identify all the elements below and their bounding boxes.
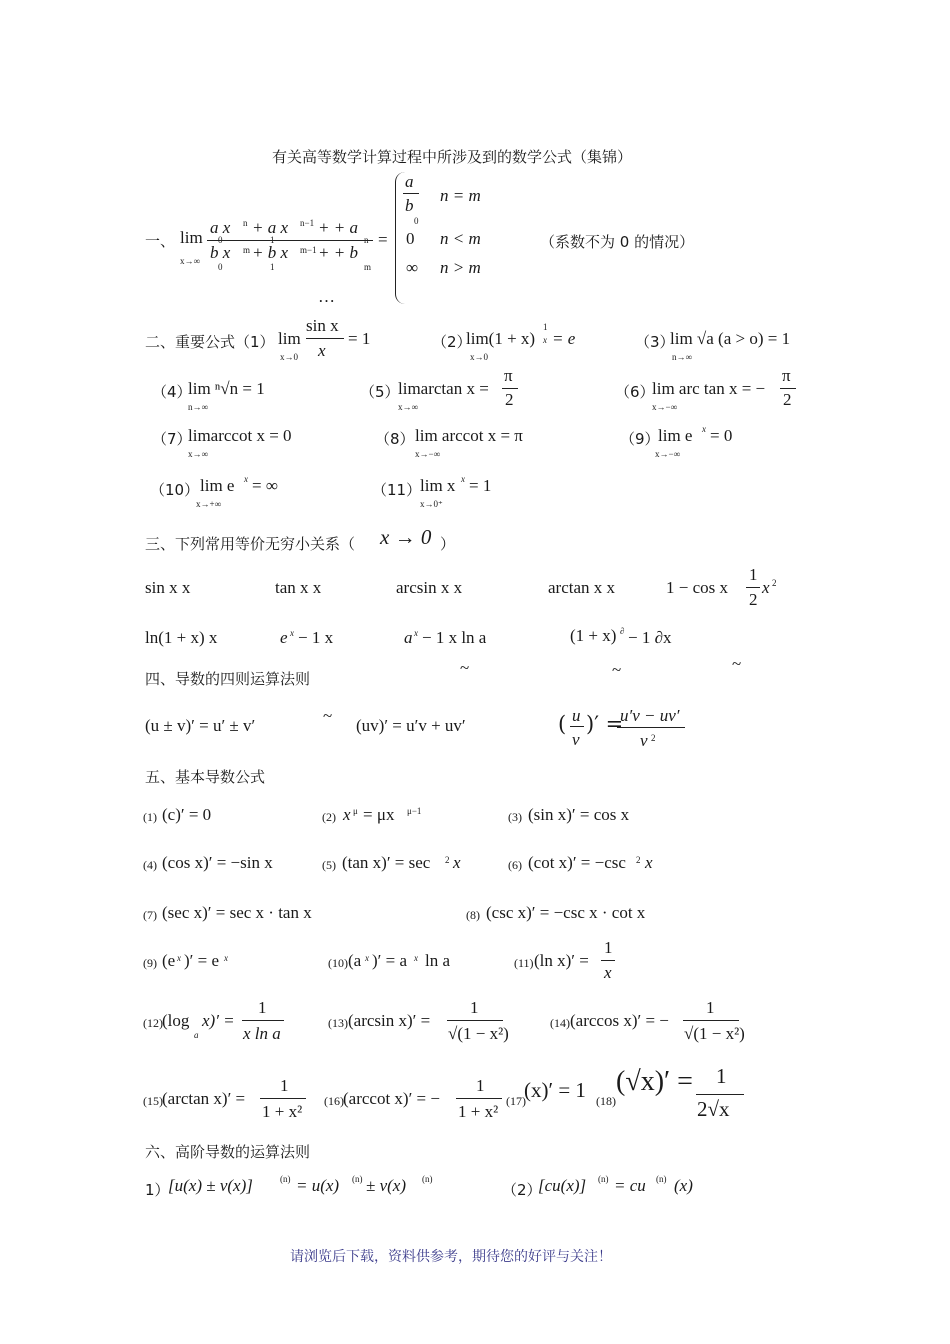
- s3-e8-rest: − 1 x ln a: [422, 628, 487, 647]
- s3-tilde-2: ~: [612, 660, 622, 679]
- s5-d16-den: 1 + x²: [458, 1102, 499, 1121]
- section4-heading: 四、导数的四则运算法则: [145, 670, 311, 688]
- s3-cond: x → 0: [380, 525, 432, 549]
- s5-d5-sup: 2: [445, 855, 450, 865]
- s5-d12-bar: [242, 1020, 284, 1021]
- s2-f2-sup: 1: [543, 322, 548, 332]
- s3-e5-sup: 2: [772, 578, 777, 588]
- s1-num-sub0: 0: [218, 235, 223, 245]
- footer-note: 请浏览后下载，资料供参考，期待您的好评与关注！: [290, 1249, 612, 1265]
- s5-d15: (arctan x)′ =: [162, 1089, 246, 1108]
- s5-d10-sup2: x: [414, 953, 418, 963]
- s2-f5-bar: [502, 388, 518, 389]
- s2-f4-label: （4）: [152, 383, 192, 401]
- s2-f2-supx: x: [543, 335, 547, 345]
- s1-fraction-bar: [207, 240, 373, 241]
- s2-f3-sub: n→∞: [672, 352, 692, 362]
- s2-f11: lim x: [420, 476, 456, 495]
- s2-f7-label: （7）: [152, 430, 192, 448]
- s5-label-17: (17): [506, 1094, 526, 1108]
- s5-d15-bar: [260, 1098, 306, 1099]
- section6-heading: 六、高阶导数的运算法则: [145, 1143, 311, 1161]
- s5-d18-bar: [696, 1094, 744, 1095]
- s5-d2-sup: μ: [353, 806, 358, 816]
- s5-label-6: (6): [508, 858, 522, 872]
- s2-f8-label: （8）: [375, 430, 415, 448]
- s1-den-sup-m1: m−1: [300, 245, 317, 255]
- s5-label-9: (9): [143, 956, 157, 970]
- s1-case1-b: b: [405, 196, 414, 215]
- s2-f10-label: （10）: [150, 481, 200, 499]
- s5-label-12: (12): [143, 1016, 163, 1030]
- s2-f11-sub: x→0⁺: [420, 499, 443, 509]
- s2-f8: lim arccot x = π: [415, 426, 523, 445]
- s5-label-1: (1): [143, 810, 157, 824]
- s3-e7-rest: − 1 x: [298, 628, 334, 647]
- s6-r1-sup3: (n): [422, 1174, 433, 1184]
- s5-d9-sup2: x: [224, 953, 228, 963]
- s4-r3-lhs-bar: [570, 726, 584, 727]
- s2-f1-lim: lim: [278, 329, 301, 348]
- s5-d5-rest: x: [453, 853, 461, 872]
- s2-f6: lim arc tan x = −: [652, 379, 766, 398]
- s2-f9-label: （9）: [620, 430, 660, 448]
- s6-r1: [u(x) ± v(x)]: [168, 1176, 253, 1195]
- s5-d10-sup: x: [365, 953, 369, 963]
- s1-case1-a: a: [405, 172, 414, 191]
- s2-f10: lim e: [200, 476, 235, 495]
- s2-f1-bar: [306, 338, 344, 339]
- s3-equiv-exp: e: [280, 628, 288, 647]
- s3-tilde-1: ~: [460, 658, 470, 677]
- s5-d1: (c)′ = 0: [162, 805, 212, 824]
- s2-f10-rhs: = ∞: [252, 476, 278, 495]
- s5-d11-bar: [601, 960, 615, 961]
- s2-f1-num: sin x: [306, 316, 339, 335]
- s5-d9-sup: x: [177, 953, 181, 963]
- s3-e5-den: 2: [749, 590, 758, 609]
- s1-lim: lim: [180, 228, 203, 247]
- s5-label-18: (18): [596, 1094, 616, 1108]
- page-title: 有关高等数学计算过程中所涉及到的数学公式（集锦）: [272, 148, 633, 166]
- s5-d3: (sin x)′ = cos x: [528, 805, 630, 824]
- s6-r1-label: 1）: [145, 1181, 170, 1199]
- s4-r3-den: v: [640, 731, 648, 750]
- s3-e5-rhs: x: [762, 578, 770, 597]
- s5-d10-tail: ln a: [425, 951, 451, 970]
- s2-f10-sub: x→+∞: [196, 499, 221, 509]
- s2-f7: limarccot x = 0: [188, 426, 292, 445]
- s3-e9-sup: ∂: [620, 626, 625, 636]
- s1-note: （系数不为 0 的情况）: [540, 233, 695, 251]
- s1-den-term0: b x: [210, 243, 231, 262]
- s3-e5-num: 1: [749, 565, 758, 584]
- s2-f10-sup: x: [244, 474, 248, 484]
- s5-d18-den: 2√x: [697, 1097, 730, 1121]
- s2-f6-label: （6）: [615, 383, 655, 401]
- s2-f5: limarctan x =: [398, 379, 489, 398]
- s2-f9: lim e: [658, 426, 693, 445]
- s5-d6: (cot x)′ = −csc: [528, 853, 626, 872]
- s1-case1-bar: [403, 193, 419, 194]
- s6-r2-tail: (x): [674, 1176, 693, 1195]
- s2-f5-label: （5）: [360, 383, 400, 401]
- s3-e8-sup: x: [414, 628, 418, 638]
- s2-f6-den: 2: [783, 390, 792, 409]
- s1-case2-cond: n < m: [440, 229, 481, 248]
- s2-f3: lim √a (a > o) = 1: [670, 329, 791, 348]
- s5-label-15: (15): [143, 1094, 163, 1108]
- s3-close: ）: [440, 535, 456, 553]
- s3-equiv-tan: tan x x: [275, 578, 322, 597]
- s5-d12-den: x ln a: [243, 1024, 281, 1043]
- s1-den-tail: + + b: [318, 243, 358, 262]
- s1-num-sub1: 1: [270, 235, 275, 245]
- s5-d6-rest: x: [645, 853, 653, 872]
- s3-equiv-sin: sin x x: [145, 578, 191, 597]
- s3-equiv-arctan: arctan x x: [548, 578, 616, 597]
- s5-label-16: (16): [324, 1094, 344, 1108]
- s2-f1-rhs: = 1: [348, 329, 371, 348]
- s2-f2-sub: x→0: [470, 352, 488, 362]
- s4-rule-product: (uv)′ = u′v + uv′: [356, 716, 466, 735]
- s5-d16-num: 1: [476, 1076, 485, 1095]
- s4-r3-lhs-num: u: [572, 706, 581, 725]
- s1-num-sup-n1: n−1: [300, 218, 315, 228]
- s5-d13-bar: [447, 1020, 503, 1021]
- s1-den-sub1: 1: [270, 262, 275, 272]
- s2-f1-sub: x→0: [280, 352, 298, 362]
- s2-f5-den: 2: [505, 390, 514, 409]
- s4-r3-lhs-den: v: [572, 730, 580, 749]
- s5-d14: (arccos x)′ = −: [570, 1011, 669, 1030]
- s2-f7-sub: x→∞: [188, 449, 208, 459]
- s5-label-14: (14): [550, 1016, 570, 1030]
- s5-d6-sup: 2: [636, 855, 641, 865]
- s1-num-term1: + a x: [252, 218, 289, 237]
- s2-f11-rhs: = 1: [469, 476, 492, 495]
- s5-d2: x: [343, 805, 351, 824]
- section2-heading: 二、重要公式（1）: [145, 333, 275, 351]
- s4-r3-bar: [617, 727, 685, 728]
- s6-r1-sup2: (n): [352, 1174, 363, 1184]
- s5-label-10: (10): [328, 956, 348, 970]
- s1-case3-val: ∞: [406, 258, 419, 277]
- s5-d15-den: 1 + x²: [262, 1102, 303, 1121]
- s5-d14-den: √(1 − x²): [684, 1024, 745, 1043]
- s2-f2-rhs: = e: [552, 329, 576, 348]
- s6-r1-mid: ± v(x): [366, 1176, 406, 1195]
- s2-f6-bar: [780, 388, 796, 389]
- s1-num-tail: + + a: [318, 218, 358, 237]
- s6-r2-sup: (n): [598, 1174, 609, 1184]
- s3-equiv-ax: a: [404, 628, 413, 647]
- s3-e5-bar: [746, 587, 760, 588]
- s1-case2-val: 0: [406, 229, 415, 248]
- s5-label-4: (4): [143, 858, 157, 872]
- s6-r2-sup2: (n): [656, 1174, 667, 1184]
- s5-d10-rest: )′ = a: [372, 951, 408, 970]
- s1-num-term0: a x: [210, 218, 231, 237]
- s1-equals: =: [378, 230, 388, 249]
- s5-label-7: (7): [143, 908, 157, 922]
- s6-r2: [cu(x)]: [538, 1176, 587, 1195]
- s3-equiv-cos: 1 − cos x: [666, 578, 728, 597]
- s1-case1-sub: 0: [414, 216, 419, 226]
- s5-d2-sup2: μ−1: [407, 806, 422, 816]
- s5-d4: (cos x)′ = −sin x: [162, 853, 273, 872]
- s2-f4: lim ⁿ√n = 1: [188, 379, 265, 398]
- s5-d16: (arccot x)′ = −: [343, 1089, 440, 1108]
- s5-d12-num: 1: [258, 998, 267, 1017]
- s5-d11-den: x: [604, 963, 612, 982]
- s2-f3-label: （3）: [635, 333, 675, 351]
- s5-d12: (log: [162, 1011, 190, 1030]
- s2-f4-sub: n→∞: [188, 402, 208, 412]
- s3-equiv-pow: (1 + x): [570, 626, 617, 645]
- s5-d5: (tan x)′ = sec: [342, 853, 431, 872]
- s6-r2-label: （2）: [502, 1181, 542, 1199]
- s5-d17: (x)′ = 1: [524, 1078, 586, 1102]
- section5-heading: 五、基本导数公式: [145, 768, 266, 786]
- s2-f5-num: π: [504, 366, 513, 385]
- s5-d18: (√x)′ =: [616, 1066, 693, 1097]
- s5-d11: (ln x)′ =: [534, 951, 589, 970]
- s5-label-3: (3): [508, 810, 522, 824]
- s5-d16-bar: [456, 1098, 502, 1099]
- s6-r1-rhs: = u(x): [296, 1176, 340, 1195]
- s5-d10: (a: [348, 951, 362, 970]
- s2-f1-den: x: [318, 341, 326, 360]
- s4-rule-sum: (u ± v)′ = u′ ± v′: [145, 716, 256, 735]
- s5-d8: (csc x)′ = −csc x · cot x: [486, 903, 646, 922]
- s1-den-subm: m: [364, 262, 372, 272]
- s2-f8-sub: x→−∞: [415, 449, 440, 459]
- s3-e9-rest: − 1 ∂x: [628, 628, 672, 647]
- s4-r3-num: u′v − uv′: [620, 706, 680, 725]
- s5-d18-num: 1: [716, 1064, 727, 1088]
- s2-f6-sub: x→−∞: [652, 402, 677, 412]
- s5-d11-num: 1: [604, 938, 613, 957]
- s4-r3-den-sup: 2: [651, 733, 656, 743]
- s5-d14-num: 1: [706, 998, 715, 1017]
- s3-equiv-ln: ln(1 + x) x: [145, 628, 218, 647]
- s4-paren-close: )′ =: [586, 712, 624, 736]
- s3-e7-sup: x: [290, 628, 294, 638]
- s5-d9: (e: [162, 951, 176, 970]
- section3-heading: 三、下列常用等价无穷小关系（: [145, 535, 356, 553]
- s2-f11-sup: x: [461, 474, 465, 484]
- s5-d14-bar: [683, 1020, 739, 1021]
- s5-d12-sub: a: [194, 1030, 199, 1040]
- s5-label-13: (13): [328, 1016, 348, 1030]
- s2-f9-sup: x: [702, 424, 706, 434]
- s5-d12-mid: x)′ =: [202, 1011, 235, 1030]
- s1-den-term1: + b x: [252, 243, 289, 262]
- s2-f9-rhs: = 0: [710, 426, 733, 445]
- s3-tilde-3: ~: [732, 654, 742, 673]
- s1-den-sup-m: m: [243, 245, 251, 255]
- s5-d7: (sec x)′ = sec x · tan x: [162, 903, 312, 922]
- s1-case3-cond: n > m: [440, 258, 481, 277]
- s1-case1-cond: n = m: [440, 186, 481, 205]
- s5-d13-den: √(1 − x²): [448, 1024, 509, 1043]
- s1-dots: …: [318, 287, 335, 306]
- s1-lim-sub: x→∞: [180, 256, 200, 266]
- s5-d15-num: 1: [280, 1076, 289, 1095]
- s5-label-5: (5): [322, 858, 336, 872]
- section1-heading: 一、: [145, 232, 176, 250]
- s5-label-11: (11): [514, 956, 534, 970]
- s5-d13-num: 1: [470, 998, 479, 1017]
- s6-r1-sup: (n): [280, 1174, 291, 1184]
- s4-tilde: ~: [323, 706, 333, 725]
- s2-f6-num: π: [782, 366, 791, 385]
- s5-label-2: (2): [322, 810, 336, 824]
- s6-r2-rhs: = cu: [614, 1176, 646, 1195]
- s5-d13: (arcsin x)′ =: [348, 1011, 431, 1030]
- s5-d2-rest: = μx: [363, 805, 395, 824]
- s2-f2: lim(1 + x): [466, 329, 536, 348]
- s3-equiv-arcsin: arcsin x x: [396, 578, 463, 597]
- s5-d9-rest: )′ = e: [184, 951, 220, 970]
- s2-f11-label: （11）: [372, 481, 422, 499]
- s2-f9-sub: x→−∞: [655, 449, 680, 459]
- s2-f2-label: （2）: [432, 333, 472, 351]
- s2-f5-sub: x→∞: [398, 402, 418, 412]
- s5-label-8: (8): [466, 908, 480, 922]
- s1-den-sub0: 0: [218, 262, 223, 272]
- s4-paren-open: (: [558, 712, 567, 736]
- s1-num-subn: n: [364, 235, 369, 245]
- s1-num-sup-n: n: [243, 218, 248, 228]
